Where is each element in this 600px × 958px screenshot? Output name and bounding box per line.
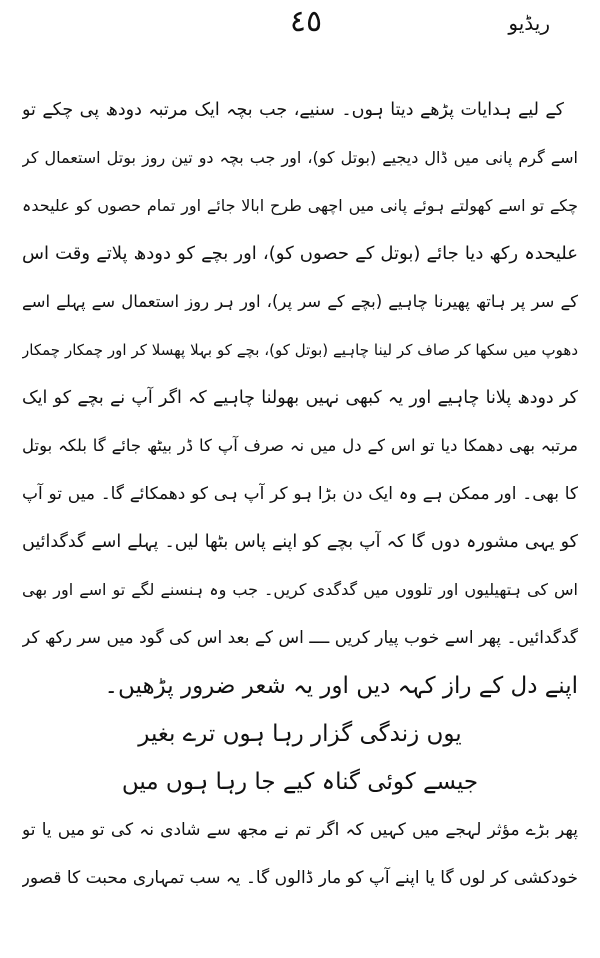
text-line: علیحدہ رکھ دیا جائے (بوتل کے حصوں کو)، اور بچے کو دودھ پلاتے وقت اس <box>22 243 578 264</box>
text-line: پھر بڑے مؤثر لہجے میں کہیں کہ اگر تم نے مجھ سے شادی نہ کی تو میں یا تو <box>22 820 578 840</box>
text-line: چکے تو اسے کھولتے ہوئے پانی میں اچھی طرح ابالا جائے اور تمام حصوں کو علیحدہ <box>22 196 578 215</box>
page-header <box>0 0 600 52</box>
text-line: اسے گرم پانی میں ڈال دیجیے (بوتل کو)، اور جب بچہ دو تین روز بوتل استعمال کر <box>22 148 578 167</box>
text-line: کے سر پر ہاتھ پھیرنا چاہیے (بچے کے سر پر)، اور ہر روز استعمال سے پہلے اسے <box>22 292 578 311</box>
text-line: کو یہی مشورہ دوں گا کہ آپ بچے کو اپنے پاس بٹھا لیں۔ پہلے اسے گدگدائیں <box>22 532 578 552</box>
couplet-line: جیسے کوئی گناہ کیے جا رہا ہوں میں <box>121 769 479 795</box>
text-line: خودکشی کر لوں گا یا اپنے آپ کو مار ڈالوں گا۔ یہ سب تمہاری محبت کا قصور <box>22 868 578 888</box>
couplet-line: یوں زندگی گزار رہا ہوں ترے بغیر <box>138 721 462 747</box>
text-line: اپنے دل کے راز کہہ دیں اور یہ شعر ضرور پڑھیں۔ <box>104 673 578 699</box>
text-line: دھوپ میں سکھا کر صاف کر لینا چاہیے (بوتل کو)، بچے کو بہلا پھسلا کر اور چمکار چمکار <box>22 341 578 359</box>
text-line: کر دودھ پلانا چاہیے اور یہ کبھی نہیں بھولنا چاہیے کہ اگر آپ نے بچے کو ایک <box>22 388 578 408</box>
text-line: گدگدائیں۔ پھر اسے خوب پیار کریں ــــ اس کے بعد اس کی گود میں سر رکھ کر <box>22 628 578 648</box>
text-line: کے لیے ہدایات پڑھے دیتا ہوں۔ سنیے، جب بچہ ایک مرتبہ دودھ پی چکے تو <box>22 100 564 120</box>
text-line: مرتبہ بھی دھمکا دیا تو اس کے دل میں نہ صرف آپ کا ڈر بیٹھ جائے گا بلکہ بوتل <box>22 436 578 455</box>
text-line: کا بھی۔ اور ممکن ہے وہ ایک دن بڑا ہو کر آپ ہی کو دھمکائے گا۔ میں تو آپ <box>22 484 578 504</box>
body-text <box>22 86 578 902</box>
page-number: ٤٥ <box>289 4 323 39</box>
text-line: اس کی ہتھیلیوں اور تلووں میں گدگدی کریں۔ جب وہ ہنسنے لگے تو اسے اور بھی <box>22 580 578 599</box>
running-title: ریڈیو <box>508 11 550 35</box>
